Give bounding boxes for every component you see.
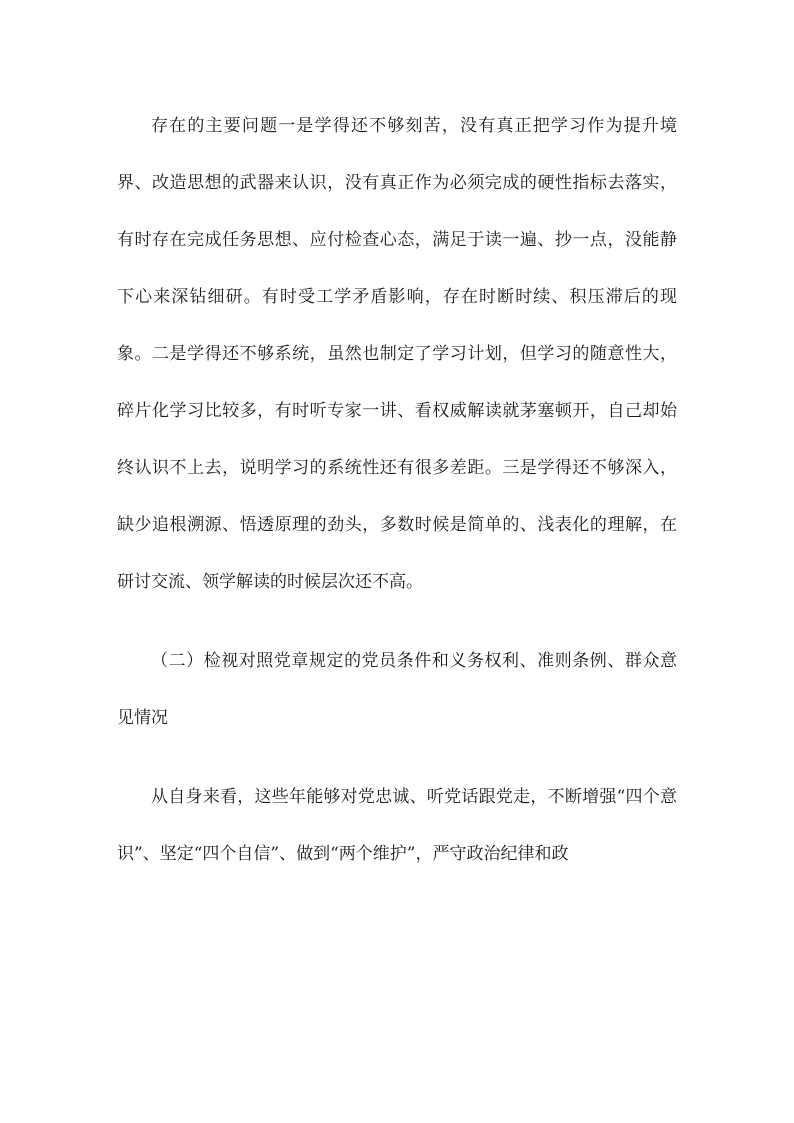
document-body <box>117 98 677 883</box>
paragraph-problems: 存在的主要问题一是学得还不够刻苦，没有真正把学习作为提升境界、改造思想的武器来认识，没有真正作为必须完成的硬性指标去落实，有时存在完成任务思想、应付检查心态，满足于读一遍、抄一点，没能静下心来深钻细研。有时受工学矛盾影响，存在时断时续、积压滞后的现象。二是学得还不够系统，虽然也制定了学习计划，但学习的随意性大，碎片化学习比较多，有时听专家一讲、看权威解读就茅塞顿开，自己却始终认识不上去，说明学习的系统性还有很多差距。三是学得还不够深入，缺少追根溯源、悟透原理的劲头，多数时候是简单的、浅表化的理解，在研讨交流、领学解读的时候层次还不高。 <box>117 116 677 592</box>
section-heading-2: （二）检视对照党章规定的党员条件和义务权利、准则条例、群众意见情况 <box>117 651 677 728</box>
paragraph-self-review: 从自身来看，这些年能够对党忠诚、听党话跟党走，不断增强“四个意识”、坚定“四个自信”、做到“两个维护”，严守政治纪律和政 <box>117 787 677 864</box>
